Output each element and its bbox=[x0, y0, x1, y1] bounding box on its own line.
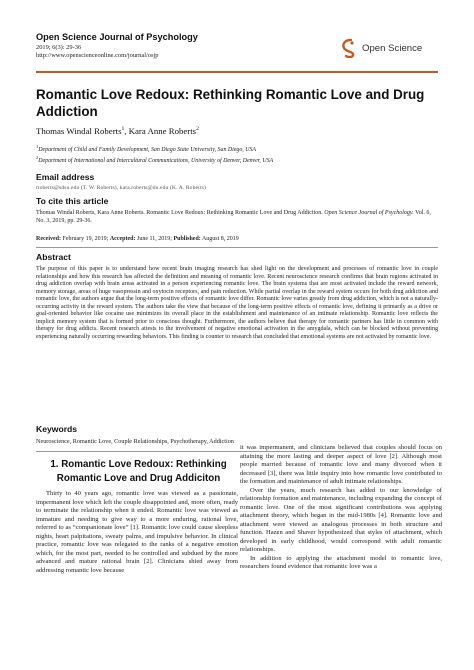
paragraph: it was impermanent, and clinicians believed that couples should focus on attaining the more lasting and deeper aspect of love [2]. Although most people married because of romantic love and many divorced when it decreased [3], there was little inquiry into how romantic love contributed to the formation and maintenance of adult intimate relationships. bbox=[240, 444, 442, 485]
article-dates bbox=[36, 236, 239, 242]
email-addresses[interactable]: troberts@sdsu.edu (T. W. Roberts), kara.roberts@du.edu (K. A. Roberts) bbox=[36, 185, 206, 191]
affiliation-2 bbox=[36, 155, 273, 164]
cite-heading: To cite this article bbox=[36, 196, 109, 206]
affiliation-1 bbox=[36, 144, 256, 153]
keywords-heading: Keywords bbox=[36, 424, 78, 434]
received-label: Received: bbox=[36, 236, 61, 242]
author-separator: , bbox=[124, 126, 129, 136]
authors bbox=[36, 126, 199, 136]
right-column bbox=[240, 444, 442, 572]
email-heading: Email address bbox=[36, 172, 95, 182]
journal-url[interactable]: http://www.openscienceonline.com/journal/osjp bbox=[36, 52, 159, 60]
journal-title: Open Science Journal of Psychology bbox=[36, 32, 198, 42]
journal-meta bbox=[36, 44, 158, 61]
abstract-heading: Abstract bbox=[36, 252, 71, 262]
published-date: August 8, 2019 bbox=[201, 236, 239, 242]
received-date: February 19, 2019; bbox=[62, 236, 109, 242]
citation-journal: Open Science Journal of Psychology. bbox=[324, 210, 414, 216]
volume-line: 2019; 6(3): 29-36 bbox=[36, 44, 82, 51]
abstract-body: The purpose of this paper is to understand how recent brain imaging research has shed light on the development and processes of romantic love in couple relationships and how this research has affected the definition and meaning of romantic love. Recent neuroscience research confirms that brain regions activated in drug addiction overlap with brain areas activated in a person experiencing romantic love. The brain systems that are most activated include the reward network, memory storage, areas of huge vasopressin and oxytocin receptors, and pain reduction. While partial overlap in the reward system occurs for both drug addiction and romantic love, the authors argue that the long-term positive effects of romantic love differ. Romantic love varies greatly from drug addiction, which is not a naturally-occurring activity in the reward system. The authors take the view that because of the long-term positive effects of romantic love, defining it primarily as a drive or goal-oriented behavior like cocaine use minimizes its overall place in the establishment and maintenance of an intimate relationship. Romantic love reflects the implicit memory system that is formed prior to conscious thought. Furthermore, the authors believe that therapy for romantic partners has little in common with therapy for drug addicts. Recent research attests to the involvement of negative emotional activation in the amygdala, which can be blocked without preventing experiencing naturally occurring rewarding behaviors. This finding is counter to research that concluded that emotional systems are not activated by romantic love. bbox=[36, 266, 438, 340]
keywords-list: Neuroscience, Romantic Love, Couple Relationships, Psychotherapy, Addiction bbox=[36, 438, 234, 445]
affiliation-2-sup: 2 bbox=[36, 155, 39, 160]
open-science-logo-icon bbox=[340, 38, 358, 58]
affiliation-1-sup: 1 bbox=[36, 144, 39, 149]
paragraph: Thirty to 40 years ago, romantic love was viewed as a passionate, impermanent love which left the couple disappointed and, more often, ready to terminate the relationship when it ended. Romantic love was viewed as immature and needing to give way to a more enduring, rational love, referred to as “companionate love” [1]. Romantic love could cause sleepless nights, heart palpitations, sweaty palms, and impulsive behavior. In clinical practice, romantic love was relegated to the ranks of a negative emotion which, for the most part, needed to be controlled and subdued by the more advanced and mature rational brain [2]. Clinicians shied away from addressing romantic love because bbox=[36, 490, 238, 574]
paragraph: In addition to applying the attachment model to romantic love, researchers found evidence that romantic love was a bbox=[240, 554, 442, 570]
paragraph: Over the years, much research has added to our knowledge of relationship formation and maintenance, including expanding the concept of romantic love. One of the most significant contributions was applying attachment theory, which began in the mid-1980s [4]. Romantic love and attachment were viewed as analogous processes in both structure and function. Hazen and Shaver hypothesized that styles of attachment, which developed in early childhood, would correspond with adult romantic relationships. bbox=[240, 486, 442, 553]
divider-top bbox=[36, 247, 438, 248]
affiliation-1-text: Department of Child and Family Development, San Diego State University, San Diego, USA bbox=[38, 146, 257, 153]
author-1-sup: 1 bbox=[121, 126, 125, 133]
citation bbox=[36, 209, 438, 226]
author-2-sup: 2 bbox=[196, 126, 199, 133]
accepted-label: Accepted: bbox=[109, 236, 136, 242]
published-label: Published: bbox=[173, 236, 201, 242]
header-rule bbox=[36, 71, 438, 73]
publisher-brand bbox=[340, 38, 422, 58]
citation-text: Thomas Windal Roberts, Kara Anne Roberts. Romantic Love Redoux: Rethinking Romantic Love and Drug Addiction. bbox=[36, 210, 323, 216]
accepted-date: June 11, 2019; bbox=[136, 236, 172, 242]
publisher-name: Open Science bbox=[362, 42, 423, 54]
author-1: Thomas Windal Roberts bbox=[36, 126, 122, 136]
paper-title: Romantic Love Redoux: Rethinking Romantic Love and Drug Addiction bbox=[36, 87, 425, 119]
left-column bbox=[36, 490, 238, 575]
affiliation-2-text: Department of International and Intercultural Communications, University of Denver, Denver, USA bbox=[38, 157, 274, 164]
author-2: Kara Anne Roberts bbox=[128, 126, 197, 136]
citation-tail: Vol. 6, No. 3, 2019, pp. 29-36. bbox=[36, 210, 431, 225]
section-1-title: 1. Romantic Love Redoux: Rethinking Romantic Love and Drug Addiciton bbox=[50, 459, 227, 484]
